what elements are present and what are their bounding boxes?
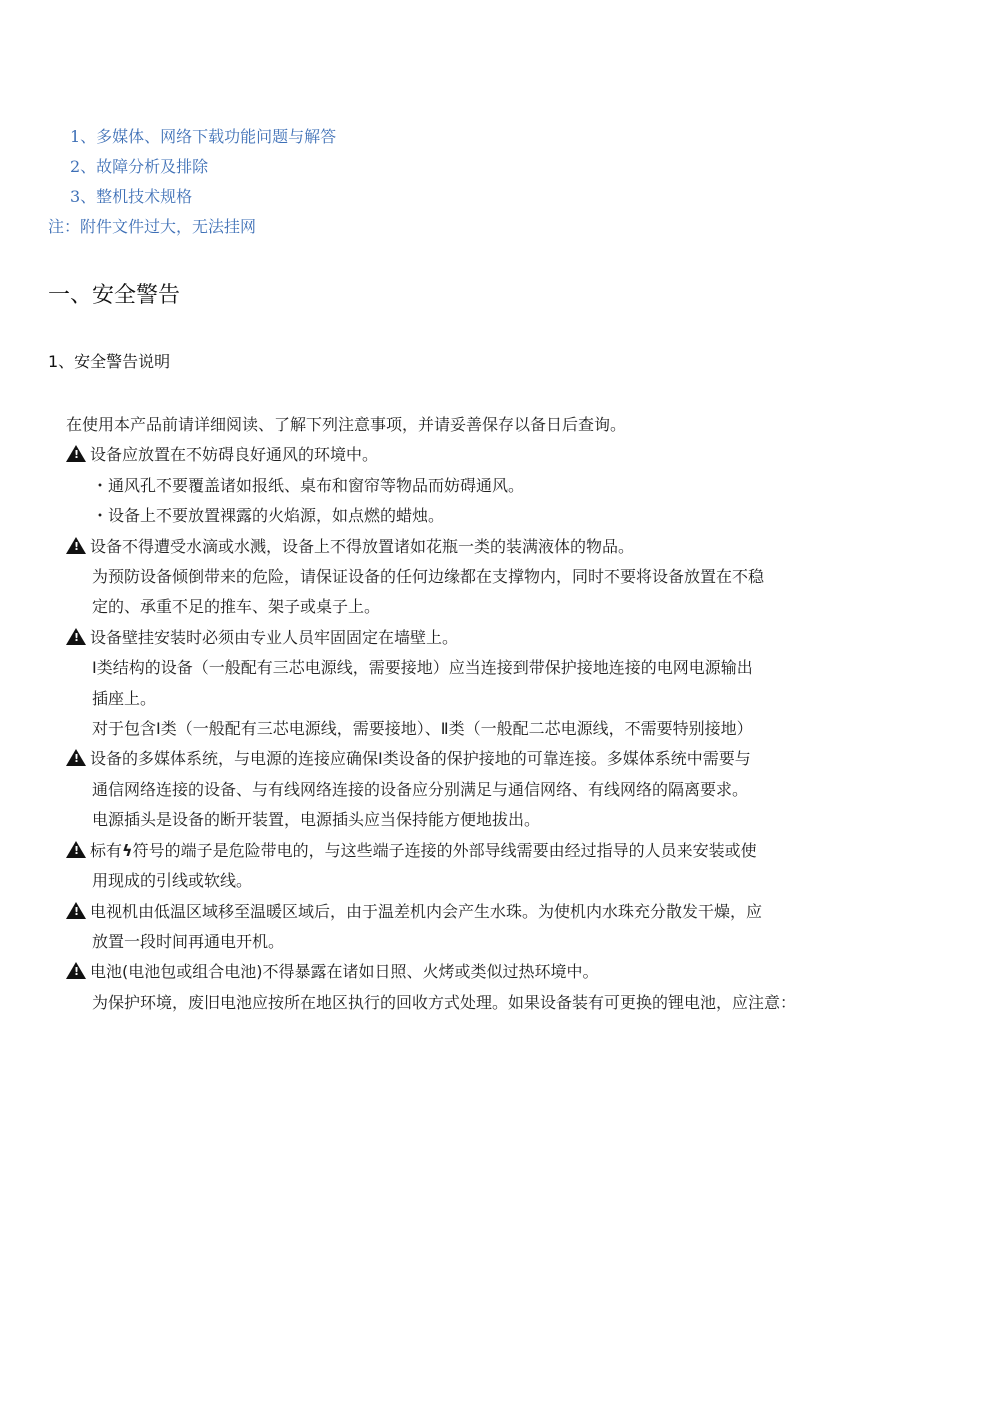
subsection-title: 1、安全警告说明 <box>48 352 171 371</box>
warning-triangle-icon <box>66 749 86 766</box>
warning-triangle-icon <box>66 628 86 645</box>
bullet-flame: ・设备上不要放置裸露的火焰源，如点燃的蜡烛。 <box>92 506 445 526</box>
warning-ventilation: !设备应放置在不妨碍良好通风的环境中。 <box>66 440 896 470</box>
lightning-bolt-icon: ϟ <box>122 840 133 860</box>
intro-line: 在使用本产品前请详细阅读、了解下列注意事项，并请妥善保存以备日后查询。 <box>66 415 627 434</box>
paragraph-line: 放置一段时间再通电开机。 <box>92 931 285 951</box>
paragraph-line: 为预防设备倾倒带来的危险，请保证设备的任何边缘都在支撑物内，同时不要将设备放置在不稳 <box>92 567 765 587</box>
safety-warning-content <box>66 410 896 1018</box>
warning-multimedia-system: !设备的多媒体系统，与电源的连接应确保Ⅰ类设备的保护接地的可靠连接。多媒体系统中需要与 <box>66 744 896 774</box>
bullet-vents: ・通风孔不要覆盖诸如报纸、桌布和窗帘等物品而妨碍通风。 <box>92 475 525 495</box>
toc-item-faq[interactable]: 1、多媒体、网络下载功能问题与解答 <box>70 127 337 146</box>
paragraph-line: 对于包含Ⅰ类（一般配有三芯电源线，需要接地）、Ⅱ类（一般配二芯电源线，不需要特别接地） <box>92 719 753 739</box>
warning-hazardous-terminals: !标有ϟ符号的端子是危险带电的，与这些端子连接的外部导线需要由经过指导的人员来安装或使 <box>66 836 896 866</box>
attachment-note: 注：附件文件过大，无法挂网 <box>48 217 257 236</box>
section-title: 一、安全警告 <box>48 283 181 308</box>
warning-triangle-icon <box>66 537 86 554</box>
paragraph-line: 为保护环境，废旧电池应按所在地区执行的回收方式处理。如果设备装有可更换的锂电池，应注意： <box>92 992 797 1012</box>
warning-triangle-icon <box>66 841 86 858</box>
toc-item-specifications[interactable]: 3、整机技术规格 <box>70 187 193 206</box>
paragraph-line: 插座上。 <box>92 688 157 708</box>
paragraph-line: 用现成的引线或软线。 <box>92 871 253 891</box>
warning-triangle-icon <box>66 902 86 919</box>
paragraph-line: 电源插头是设备的断开装置，电源插头应当保持能方便地拔出。 <box>92 810 541 830</box>
paragraph-line: 定的、承重不足的推车、架子或桌子上。 <box>92 597 381 617</box>
warning-wall-mount: !设备壁挂安装时必须由专业人员牢固固定在墙壁上。 <box>66 623 896 653</box>
toc-item-troubleshooting[interactable]: 2、故障分析及排除 <box>70 157 209 176</box>
warning-triangle-icon <box>66 445 86 462</box>
paragraph-line: 通信网络连接的设备、与有线网络连接的设备应分别满足与通信网络、有线网络的隔离要求。 <box>92 779 749 799</box>
table-of-contents <box>48 122 336 242</box>
warning-liquids: !设备不得遭受水滴或水溅，设备上不得放置诸如花瓶一类的装满液体的物品。 <box>66 532 896 562</box>
warning-battery: !电池(电池包或组合电池)不得暴露在诸如日照、火烤或类似过热环境中。 <box>66 957 896 987</box>
paragraph-line: Ⅰ类结构的设备（一般配有三芯电源线，需要接地）应当连接到带保护接地连接的电网电源输出 <box>92 658 753 678</box>
warning-condensation: !电视机由低温区域移至温暖区域后，由于温差机内会产生水珠。为使机内水珠充分散发干燥，应 <box>66 897 896 927</box>
warning-triangle-icon <box>66 962 86 979</box>
